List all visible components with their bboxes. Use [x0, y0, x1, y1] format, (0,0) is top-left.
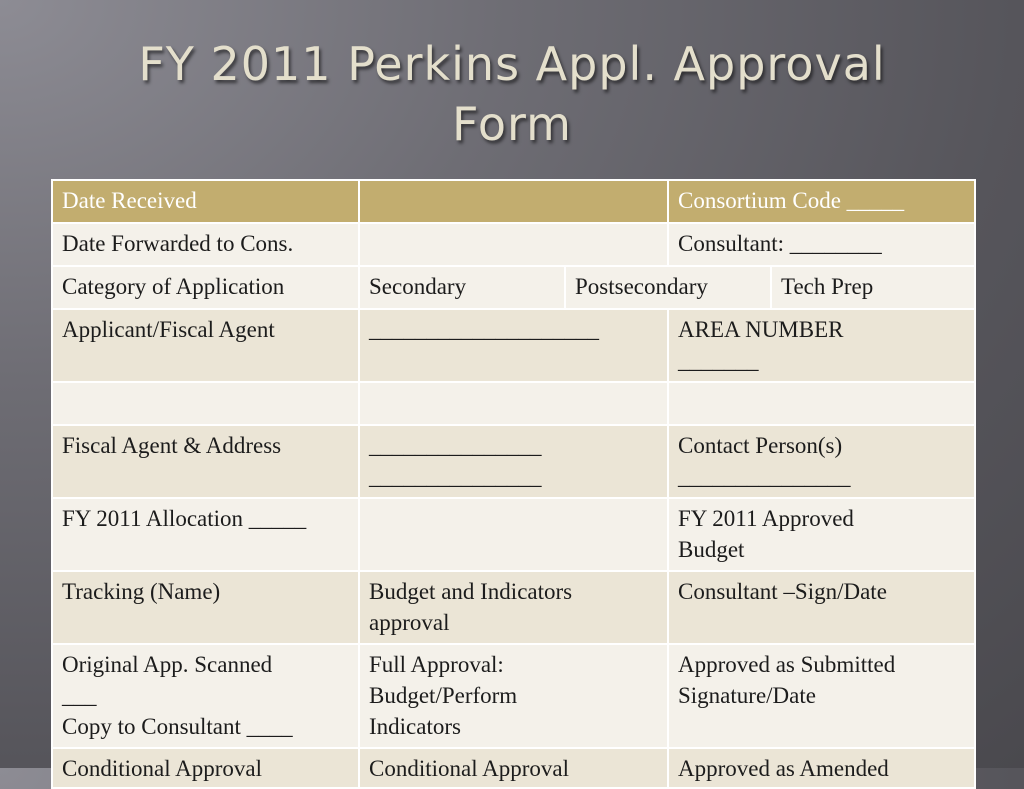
applicant-label-cell: Applicant/Fiscal Agent — [52, 309, 359, 382]
full-approval-cell: Full Approval: Budget/Perform Indicators — [359, 644, 668, 748]
category-tech-prep-cell: Tech Prep — [771, 266, 975, 309]
fiscal-agent-label-cell: Fiscal Agent & Address — [52, 425, 359, 498]
table-row — [52, 223, 975, 266]
header-blank-cell — [359, 180, 668, 223]
table-row — [52, 309, 975, 382]
blank-cell — [359, 382, 668, 425]
date-forwarded-value-cell — [359, 223, 668, 266]
conditional-approval-cell: Conditional Approval — [52, 748, 359, 788]
allocation-value-cell — [359, 498, 668, 571]
applicant-value-cell: ____________________ — [359, 309, 668, 382]
approved-amended-cell: Approved as Amended — [668, 748, 975, 788]
consultant-sign-cell: Consultant –Sign/Date — [668, 571, 975, 644]
consortium-code-cell: Consortium Code _____ — [668, 180, 975, 223]
table-row — [52, 425, 975, 498]
category-secondary-cell: Secondary — [359, 266, 565, 309]
table-row — [52, 644, 975, 748]
budget-indicators-cell: Budget and Indicators approval — [359, 571, 668, 644]
table-header-row — [52, 180, 975, 223]
category-label-cell: Category of Application — [52, 266, 359, 309]
date-received-cell: Date Received — [52, 180, 359, 223]
consultant-cell: Consultant: ________ — [668, 223, 975, 266]
date-forwarded-cell: Date Forwarded to Cons. — [52, 223, 359, 266]
slide-title-line-2: Form — [452, 97, 572, 151]
blank-cell — [52, 382, 359, 425]
table-row — [52, 382, 975, 425]
allocation-cell: FY 2011 Allocation _____ — [52, 498, 359, 571]
contact-person-cell: Contact Person(s) _______________ — [668, 425, 975, 498]
table-row — [52, 498, 975, 571]
category-postsecondary-cell: Postsecondary — [565, 266, 771, 309]
table-row — [52, 571, 975, 644]
fiscal-agent-value-cell: _______________ _______________ — [359, 425, 668, 498]
conditional-approval-cell-2: Conditional Approval — [359, 748, 668, 788]
table-row — [52, 266, 975, 309]
tracking-cell: Tracking (Name) — [52, 571, 359, 644]
original-app-cell: Original App. Scanned ___ Copy to Consultant ____ — [52, 644, 359, 748]
approved-submitted-cell: Approved as Submitted Signature/Date — [668, 644, 975, 748]
area-number-cell: AREA NUMBER _______ — [668, 309, 975, 382]
slide-title-line-1: FY 2011 Perkins Appl. Approval — [138, 37, 886, 91]
table-row — [52, 748, 975, 788]
slide-title — [40, 34, 984, 154]
approval-form-table — [51, 179, 976, 789]
approved-budget-cell: FY 2011 Approved Budget — [668, 498, 975, 571]
blank-cell — [668, 382, 975, 425]
